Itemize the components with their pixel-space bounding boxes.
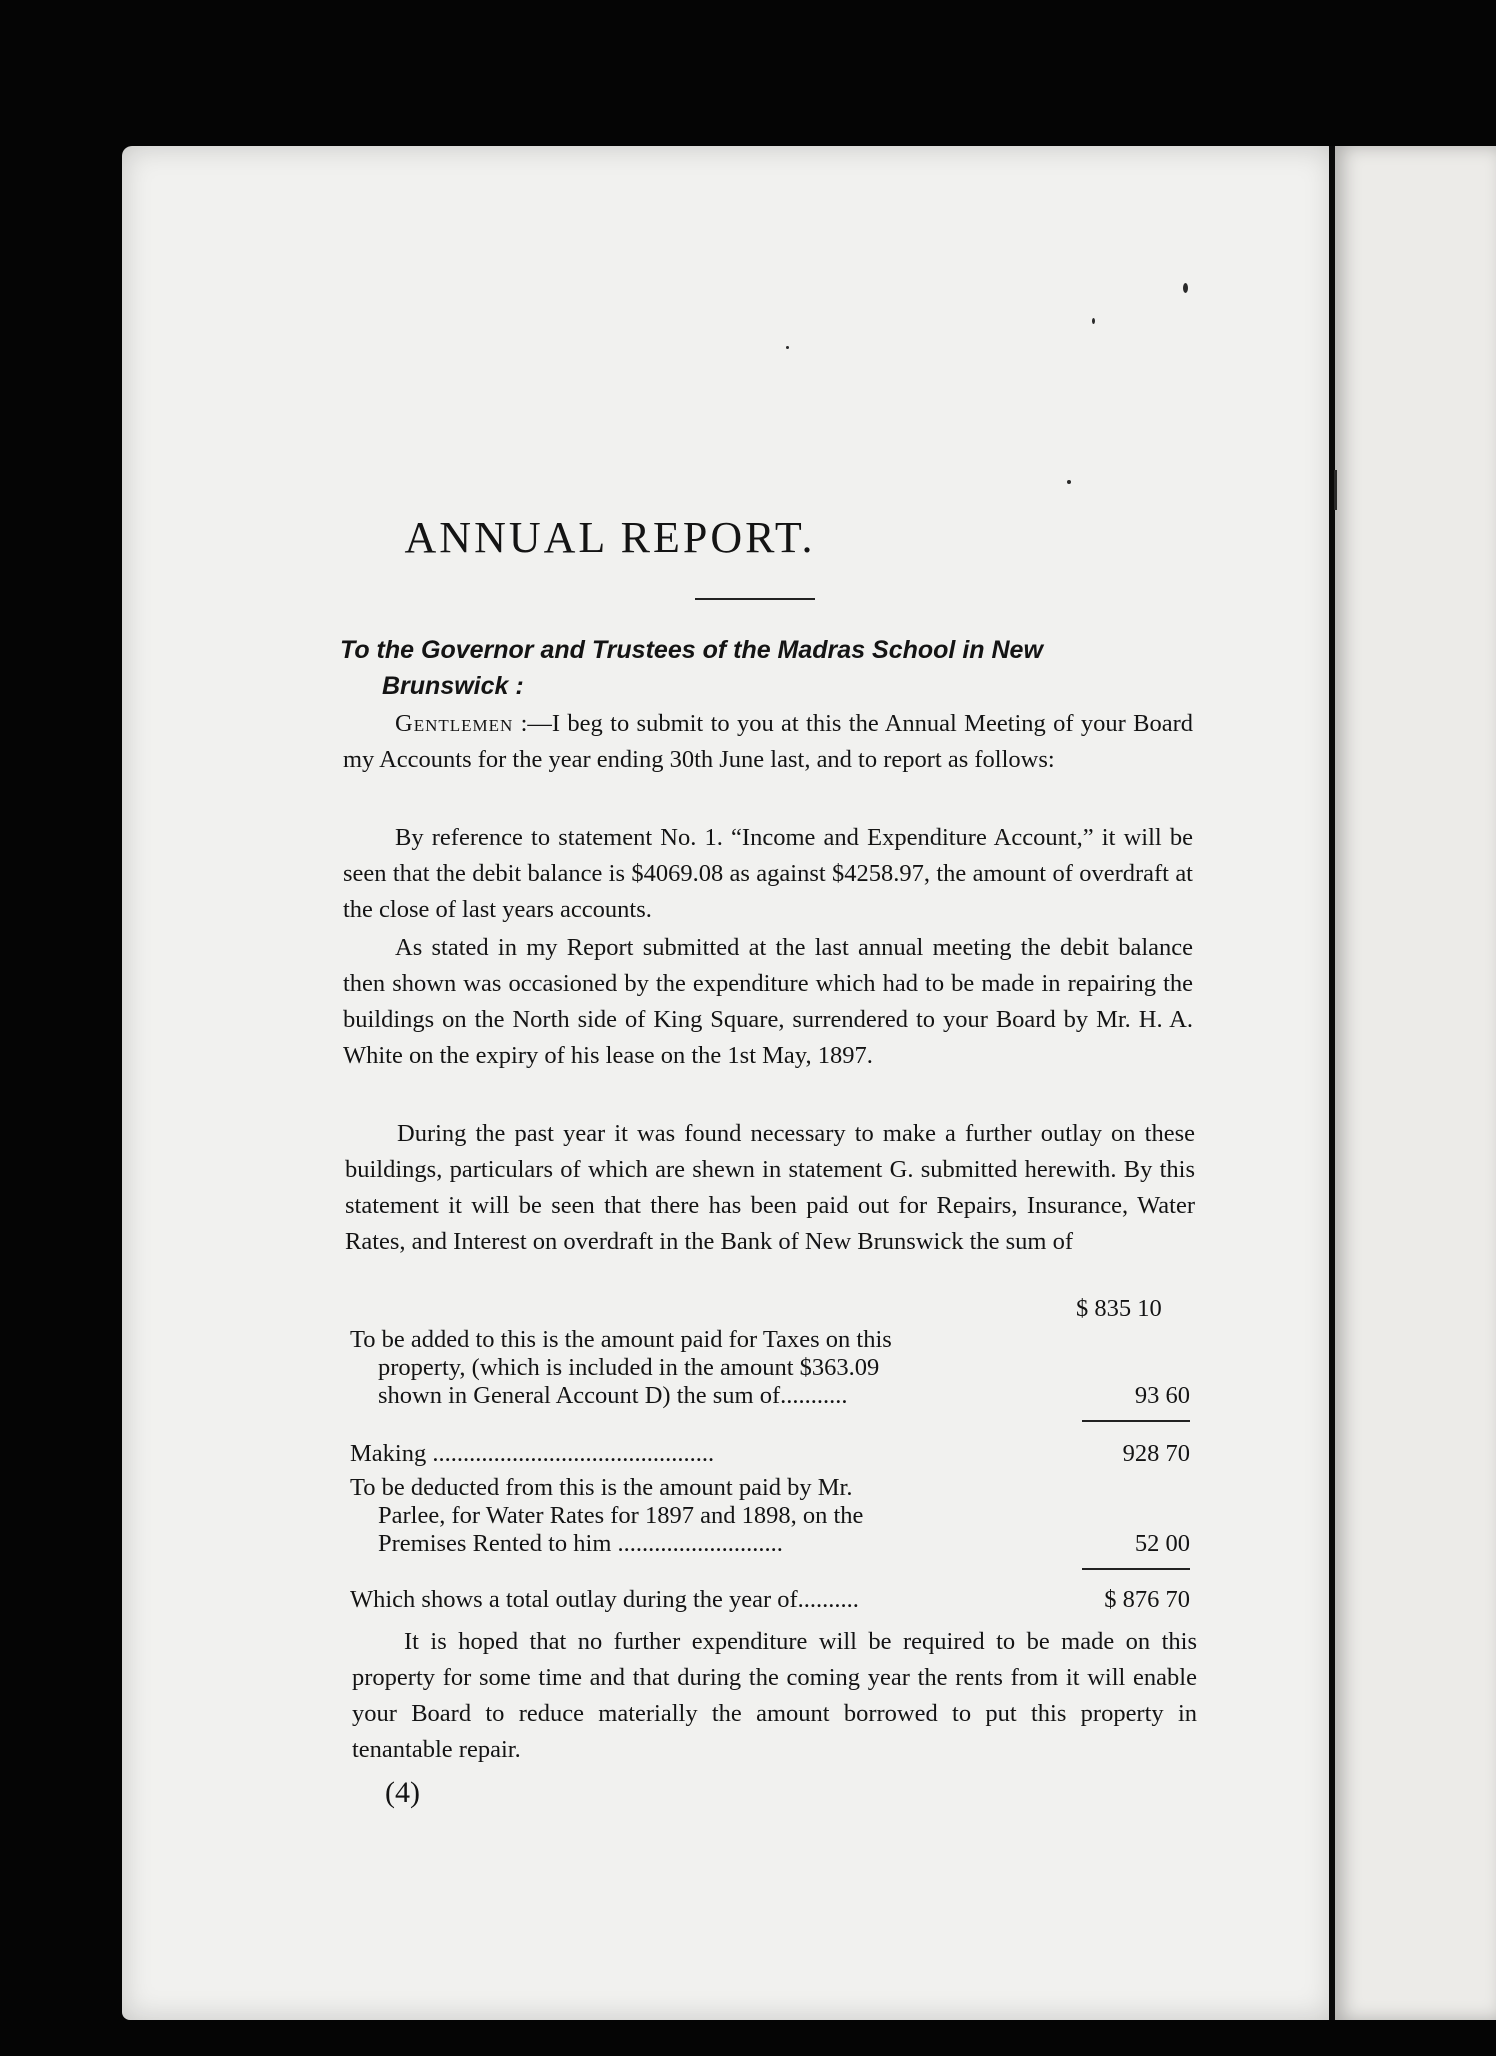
scan-speck <box>786 346 789 349</box>
sum-rule <box>1082 1568 1190 1570</box>
ledger-deduct-line-2: Parlee, for Water Rates for 1897 and 1898, on the <box>378 1502 864 1529</box>
scan-speck <box>1183 283 1188 293</box>
greeting-word: Gentlemen <box>395 710 514 737</box>
title-rule <box>695 598 815 600</box>
paragraph-previous-report: As stated in my Report submitted at the last annual meeting the debit balance then shown was occasioned by the expenditure which had to be made in repairing the buildings on the North side of King Square, surrendered to your Board by Mr. H. A. White on the expiry of his lease on the 1st May, 1897. <box>343 934 1193 1069</box>
sum-rule <box>1082 1420 1190 1422</box>
ledger-making-value: 928 70 <box>1122 1440 1190 1467</box>
adjacent-page-edge <box>1335 146 1496 2020</box>
scan-speck <box>1067 480 1071 484</box>
scan-speck <box>1092 318 1095 324</box>
scan-speck <box>1334 470 1337 510</box>
ledger-deduct-line-3: Premises Rented to him ........................... <box>378 1530 783 1557</box>
page-title: ANNUAL REPORT. <box>404 513 816 562</box>
ledger-row-taxes <box>350 1326 1190 1410</box>
ledger-row-deduct <box>350 1474 1190 1558</box>
paragraph-greeting <box>343 706 1193 778</box>
ledger-total-value: $ 876 70 <box>1104 1586 1190 1613</box>
paragraph-debit-balance: By reference to statement No. 1. “Income and Expenditure Account,” it will be seen that the debit balance is $4069.08 as against $4258.97, the amount of overdraft at the close of last years accounts. <box>343 824 1193 923</box>
ledger-taxes-value: 93 60 <box>1134 1382 1190 1409</box>
ledger-row-total <box>350 1586 1190 1614</box>
salutation-line-1: To the Governor and Trustees of the Madras School in New <box>340 636 1043 664</box>
greeting-text: :—I beg to submit to you at this the Annual Meeting of your Board my Accounts for the year ending 30th June last, and to report as follows: <box>343 710 1193 773</box>
ledger-taxes-line-2: property, (which is included in the amount $363.09 <box>378 1354 880 1381</box>
paragraph-conclusion: It is hoped that no further expenditure will be required to be made on this property for some time and that during the coming year the rents from it will enable your Board to reduce materially the amount borrowed to put this property in tenantable repair. <box>352 1628 1197 1763</box>
salutation-line-2: Brunswick : <box>382 672 524 700</box>
ledger-taxes-line-1: To be added to this is the amount paid for Taxes on this <box>350 1326 892 1353</box>
outlay-amount: $ 835 10 <box>1076 1295 1162 1322</box>
ledger-making-label: Making .............................................. <box>350 1440 715 1467</box>
ledger-deduct-line-1: To be deducted from this is the amount paid by Mr. <box>350 1474 853 1501</box>
page-number: (4) <box>385 1776 420 1809</box>
ledger-deduct-value: 52 00 <box>1134 1530 1190 1557</box>
ledger-taxes-line-3: shown in General Account D) the sum of........... <box>378 1382 848 1409</box>
salutation <box>340 632 1200 704</box>
ledger-row-making <box>350 1440 1190 1468</box>
ledger-total-label: Which shows a total outlay during the year of.......... <box>350 1586 859 1613</box>
paragraph-outlay: During the past year it was found necessary to make a further outlay on these buildings, particulars of which are shewn in statement G. submitted herewith. By this statement it will be seen that there has been paid out for Repairs, Insurance, Water Rates, and Interest on overdraft in the Bank of New Brunswick the sum of <box>345 1120 1195 1255</box>
